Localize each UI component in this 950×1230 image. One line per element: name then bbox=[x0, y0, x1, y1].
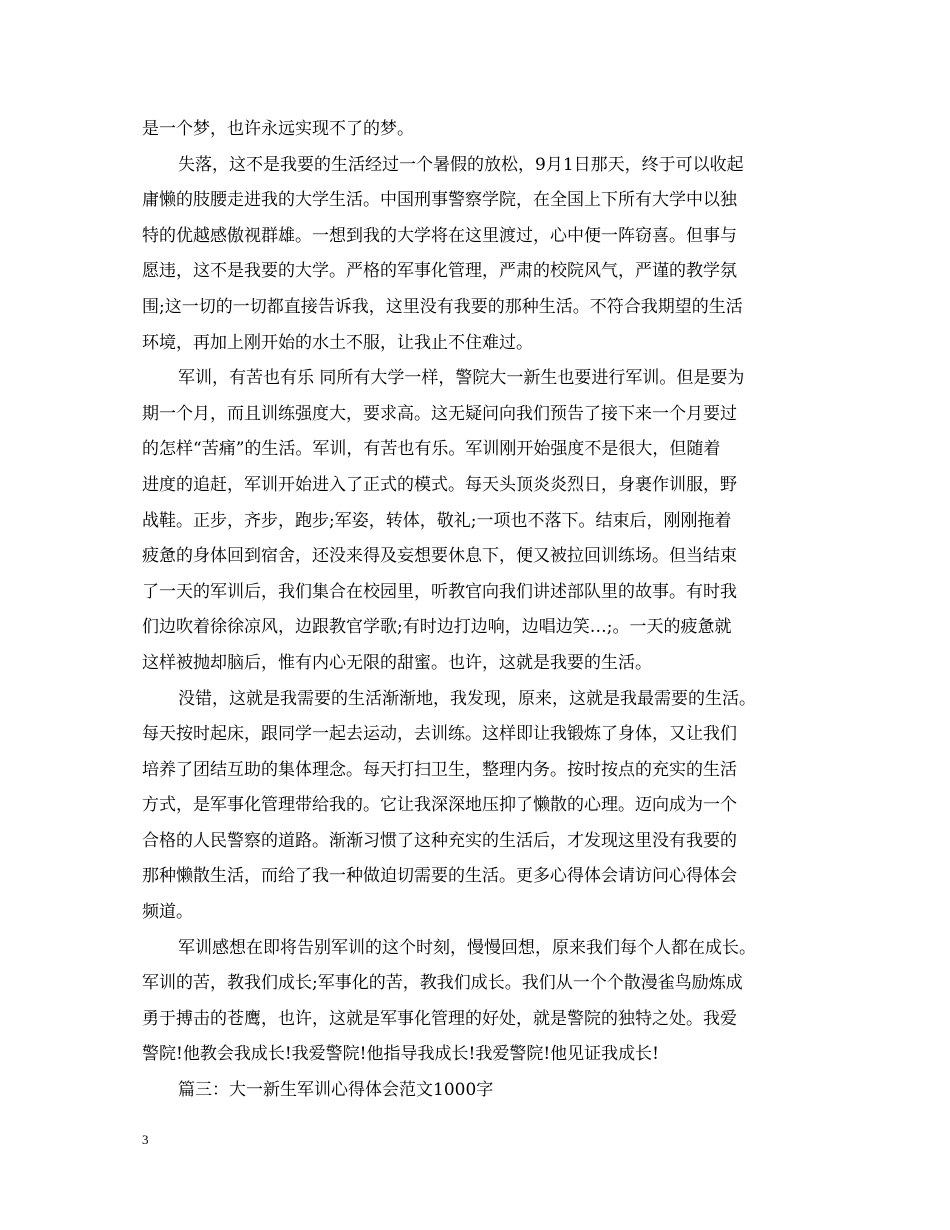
text-line: 的怎样“苦痛”的生活。军训，有苦也有乐。军训刚开始强度不是很大，但随着 bbox=[142, 439, 721, 460]
text-line: 培养了团结互助的集体理念。每天打扫卫生，整理内务。按时按点的充实的生活 bbox=[142, 759, 737, 780]
text-line: 进度的追赶，军训开始进入了正式的模式。每天头顶炎炎烈日，身裹作训服，野 bbox=[142, 474, 737, 495]
text-line: 了一天的军训后，我们集合在校园里，听教官向我们讲述部队里的故事。有时我 bbox=[142, 581, 737, 602]
text-line: 特的优越感傲视群雄。一想到我的大学将在这里渡过，心中便一阵窃喜。但事与 bbox=[142, 225, 737, 246]
text-line: 那种懒散生活，而给了我一种做迫切需要的生活。更多心得体会请访问心得体会 bbox=[142, 866, 737, 887]
text-line: 期一个月，而且训练强度大，要求高。这无疑问向我们预告了接下来一个月要过 bbox=[142, 403, 737, 424]
page-number: 3 bbox=[142, 1132, 149, 1147]
text-line: 篇三：大一新生军训心得体会范文1000字 bbox=[178, 1080, 494, 1101]
text-line: 是一个梦，也许永远实现不了的梦。 bbox=[142, 119, 414, 139]
text-line: 们边吹着徐徐凉风，边跟教官学歌;有时边打边响，边唱边笑…;。一天的疲惫就 bbox=[142, 617, 732, 638]
text-line: 勇于搏击的苍鹰，也许，这就是军事化管理的好处，就是警院的独特之处。我爱 bbox=[142, 1008, 737, 1029]
text-line: 疲惫的身体回到宿舍，还没来得及妄想要休息下，便又被拉回训练场。但当结束 bbox=[142, 546, 737, 567]
text-line: 没错，这就是我需要的生活渐渐地，我发现，原来，这就是我最需要的生活。 bbox=[178, 688, 756, 709]
text-line: 愿违，这不是我要的大学。严格的军事化管理，严肃的校院风气，严谨的教学氛 bbox=[142, 261, 737, 282]
text-line: 庸懒的肢腰走进我的大学生活。中国刑事警察学院，在全国上下所有大学中以独 bbox=[142, 190, 737, 211]
text-line: 方式，是军事化管理带给我的。它让我深深地压抑了懒散的心理。迈向成为一个 bbox=[142, 795, 737, 816]
body-text bbox=[142, 112, 822, 1109]
text-line: 警院!他教会我成长!我爱警院!他指导我成长!我爱警院!他见证我成长! bbox=[142, 1044, 659, 1065]
text-line: 失落，这不是我要的生活经过一个暑假的放松，9月1日那天，终于可以收起 bbox=[178, 154, 744, 175]
text-line: 军训，有苦也有乐 同所有大学一样，警院大一新生也要进行军训。但是要为 bbox=[178, 368, 745, 389]
text-line: 合格的人民警察的道路。渐渐习惯了这种充实的生活后，才发现这里没有我要的 bbox=[142, 830, 737, 851]
text-line: 每天按时起床，跟同学一起去运动，去训练。这样即让我锻炼了身体，又让我们 bbox=[142, 724, 737, 745]
text-line: 围;这一切的一切都直接告诉我，这里没有我要的那种生活。不符合我期望的生活 bbox=[142, 296, 743, 317]
text-line: 战鞋。正步，齐步，跑步;军姿，转体，敬礼;一项也不落下。结束后，刚刚拖着 bbox=[142, 510, 732, 531]
text-line: 军训感想在即将告别军训的这个时刻，慢慢回想，原来我们每个人都在成长。 bbox=[178, 937, 756, 958]
text-line: 军训的苦，教我们成长;军事化的苦，教我们成长。我们从一个个散漫雀鸟励炼成 bbox=[142, 973, 743, 994]
text-line: 频道。 bbox=[142, 902, 193, 923]
text-line: 环境，再加上刚开始的水土不服，让我止不住难过。 bbox=[142, 332, 533, 353]
text-line: 这样被抛却脑后，惟有内心无限的甜蜜。也许，这就是我要的生活。 bbox=[142, 652, 652, 673]
